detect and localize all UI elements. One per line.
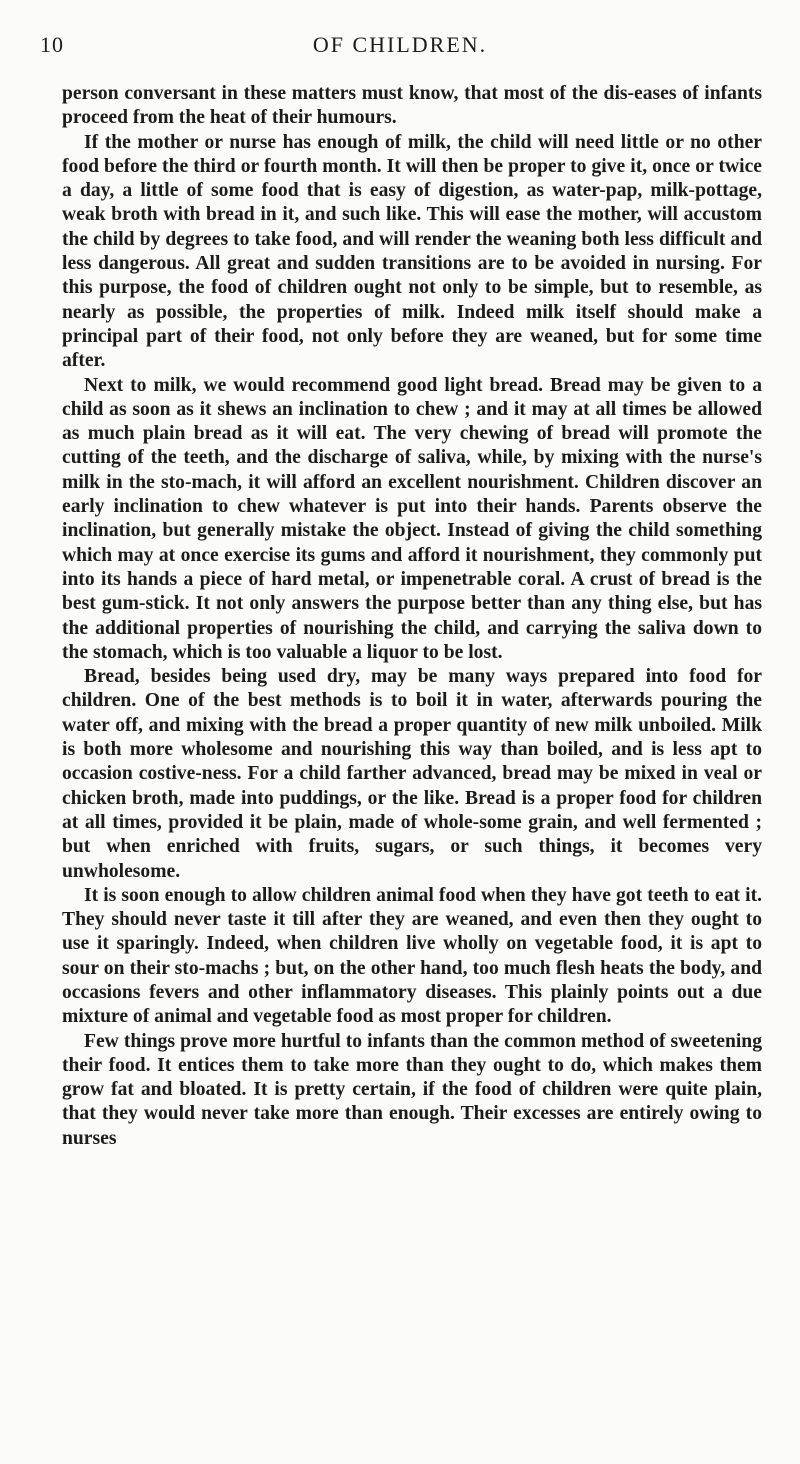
paragraph: Next to milk, we would recommend good light bread. Bread may be given to a child as soon as it shews an inclination to chew ; and it may at all times be allowed as much plain bread as it will eat. The very chewing of bread will promote the cutting of the teeth, and the discharge of saliva, while, by mixing with the nurse's milk in the sto-mach, it will afford an excellent nourishment. Children discover an early inclination to chew whatever is put into their hands. Parents observe the inclination, but generally mistake the object. Instead of giving the child something which may at once exercise its gums and afford it nourishment, they commonly put into its hands a piece of hard metal, or impenetrable coral. A crust of bread is the best gum-stick. It not only answers the purpose better than any thing else, but has the additional properties of nourishing the child, and carrying the saliva down to the stomach, which is too valuable a liquor to be lost. bbox=[62, 374, 762, 663]
page-number: 10 bbox=[40, 32, 64, 57]
running-title: OF CHILDREN. bbox=[312, 32, 488, 57]
paragraph: It is soon enough to allow children animal food when they have got teeth to eat it. They should never taste it till after they are weaned, and even then they ought to use it sparingly. Indeed, when children live wholly on vegetable food, it is apt to sour on their sto-machs ; but, on the other hand, too much flesh heats the body, and occasions fevers and other inflammatory diseases. This plainly points out a due mixture of animal and vegetable food as most proper for children. bbox=[62, 884, 762, 1028]
running-head bbox=[40, 32, 760, 62]
body-text bbox=[62, 82, 762, 1151]
paragraph: Bread, besides being used dry, may be many ways prepared into food for children. One of the best methods is to boil it in water, afterwards pouring the water off, and mixing with the bread a proper quantity of new milk unboiled. Milk is both more wholesome and nourishing this way than boiled, and is less apt to occasion costive-ness. For a child farther advanced, bread may be mixed in veal or chicken broth, made into puddings, or the like. Bread is a proper food for children at all times, provided it be plain, made of whole-some grain, and well fermented ; but when enriched with fruits, sugars, or such things, it becomes very unwholesome. bbox=[62, 666, 762, 882]
paragraph: If the mother or nurse has enough of milk, the child will need little or no other food before the third or fourth month. It will then be proper to give it, once or twice a day, a little of some food that is easy of digestion, as water-pap, milk-pottage, weak broth with bread in it, and such like. This will ease the mother, will accustom the child by degrees to take food, and will render the weaning both less difficult and less dangerous. All great and sudden transitions are to be avoided in nursing. For this purpose, the food of children ought not only to be simple, but to resemble, as nearly as possible, the properties of milk. Indeed milk itself should make a principal part of their food, not only before they are weaned, but for some time after. bbox=[62, 131, 762, 372]
paragraph: Few things prove more hurtful to infants than the common method of sweetening their food. It entices them to take more than they ought to do, which makes them grow fat and bloated. It is pretty certain, if the food of children were quite plain, that they would never take more than enough. Their excesses are entirely owing to nurses bbox=[62, 1030, 762, 1149]
paragraph-continuation: person conversant in these matters must know, that most of the dis-eases of infants proceed from the heat of their humours. bbox=[62, 83, 762, 129]
